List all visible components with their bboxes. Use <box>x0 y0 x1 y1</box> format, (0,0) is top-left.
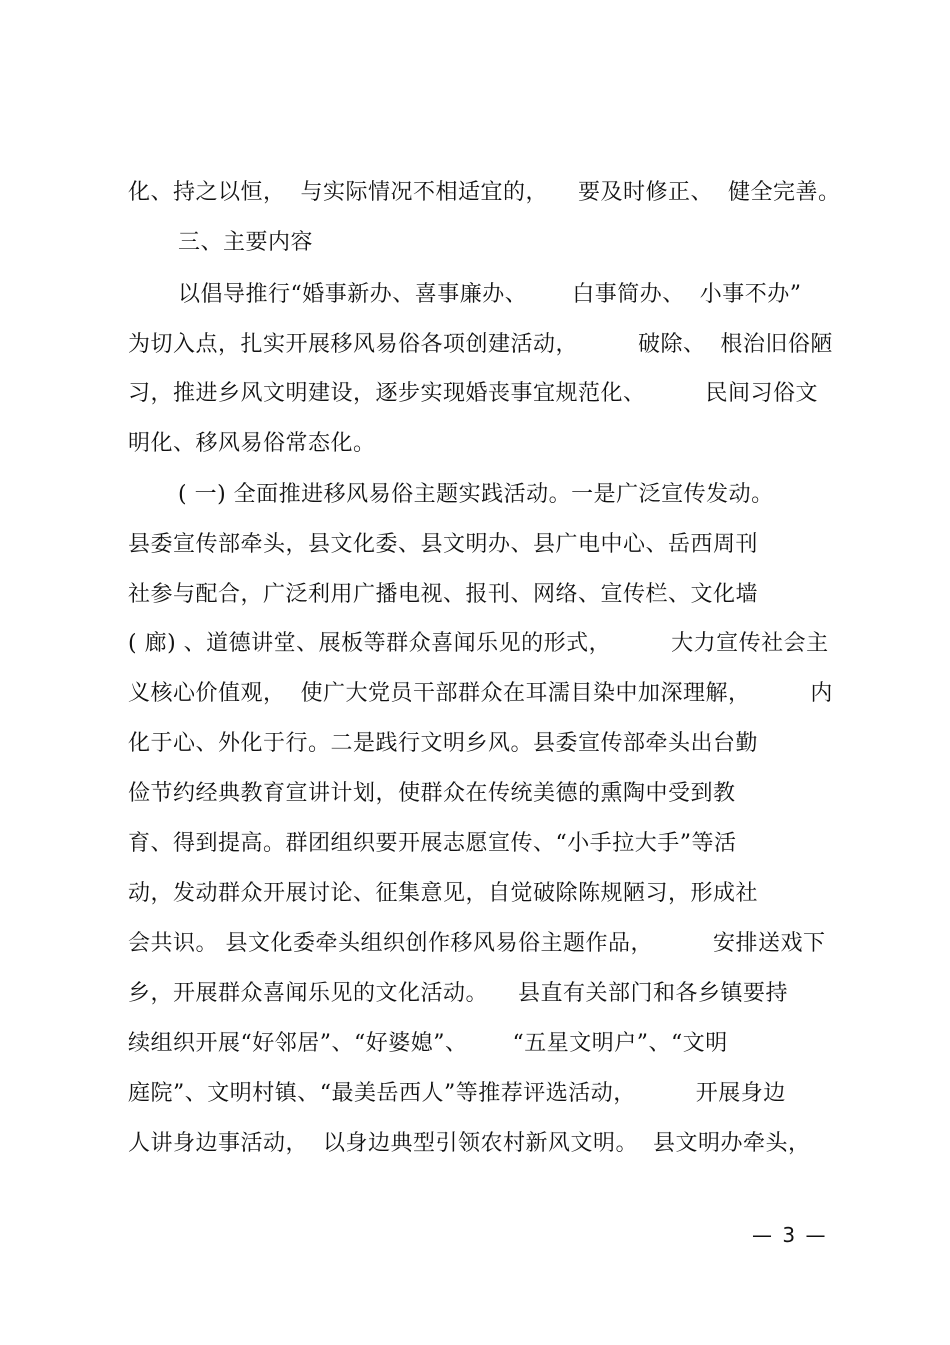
section-heading: 三、主要内容 <box>178 230 314 255</box>
text-line-7: ( 一) 全面推进移风易俗主题实践活动。一是广泛宣传发动。 <box>178 482 774 507</box>
text-line-1: 化、持之以恒， 与实际情况不相适宜的， 要及时修正、 健全完善。 <box>128 180 841 205</box>
text-line-12: 化于心、外化于行。二是践行文明乡风。县委宣传部牵头出台勤 <box>128 731 759 756</box>
text-line-3: 以倡导推行“婚事新办、喜事廉办、 白事简办、 小事不办” <box>178 282 802 307</box>
text-line-11: 义核心价值观， 使广大党员干部群众在耳濡目染中加深理解， 内 <box>128 681 833 706</box>
text-line-20: 人讲身边事活动， 以身边典型引领农村新风文明。 县文明办牵头， <box>128 1131 811 1156</box>
text-line-19: 庭院”、文明村镇、“最美岳西人”等推荐评选活动， 开展身边 <box>128 1081 786 1106</box>
text-line-9: 社参与配合，广泛利用广播电视、报刊、网络、宣传栏、文化墙 <box>128 582 759 607</box>
text-line-10: ( 廊) 、道德讲堂、展板等群众喜闻乐见的形式， 大力宣传社会主 <box>128 631 829 656</box>
page-number: — 3 — <box>752 1223 828 1247</box>
text-line-15: 动，发动群众开展讨论、征集意见，自觉破除陈规陋习，形成社 <box>128 881 759 906</box>
text-line-17: 乡，开展群众喜闻乐见的文化活动。 县直有关部门和各乡镇要持 <box>128 981 788 1006</box>
text-line-18: 续组织开展“好邻居”、“好婆媳”、 “五星文明户”、“文明 <box>128 1031 728 1056</box>
text-line-16: 会共识。 县文化委牵头组织创作移风易俗主题作品， 安排送戏下 <box>128 931 826 956</box>
text-line-6: 明化、移风易俗常态化。 <box>128 431 376 456</box>
text-line-14: 育、得到提高。群团组织要开展志愿宣传、“小手拉大手”等活 <box>128 831 737 856</box>
text-line-4: 为切入点，扎实开展移风易俗各项创建活动， 破除、 根治旧俗陋 <box>128 332 833 357</box>
text-line-13: 俭节约经典教育宣讲计划，使群众在传统美德的熏陶中受到教 <box>128 781 736 806</box>
text-line-8: 县委宣传部牵头，县文化委、县文明办、县广电中心、岳西周刊 <box>128 532 759 557</box>
text-line-5: 习，推进乡风文明建设，逐步实现婚丧事宜规范化、 民间习俗文 <box>128 381 818 406</box>
